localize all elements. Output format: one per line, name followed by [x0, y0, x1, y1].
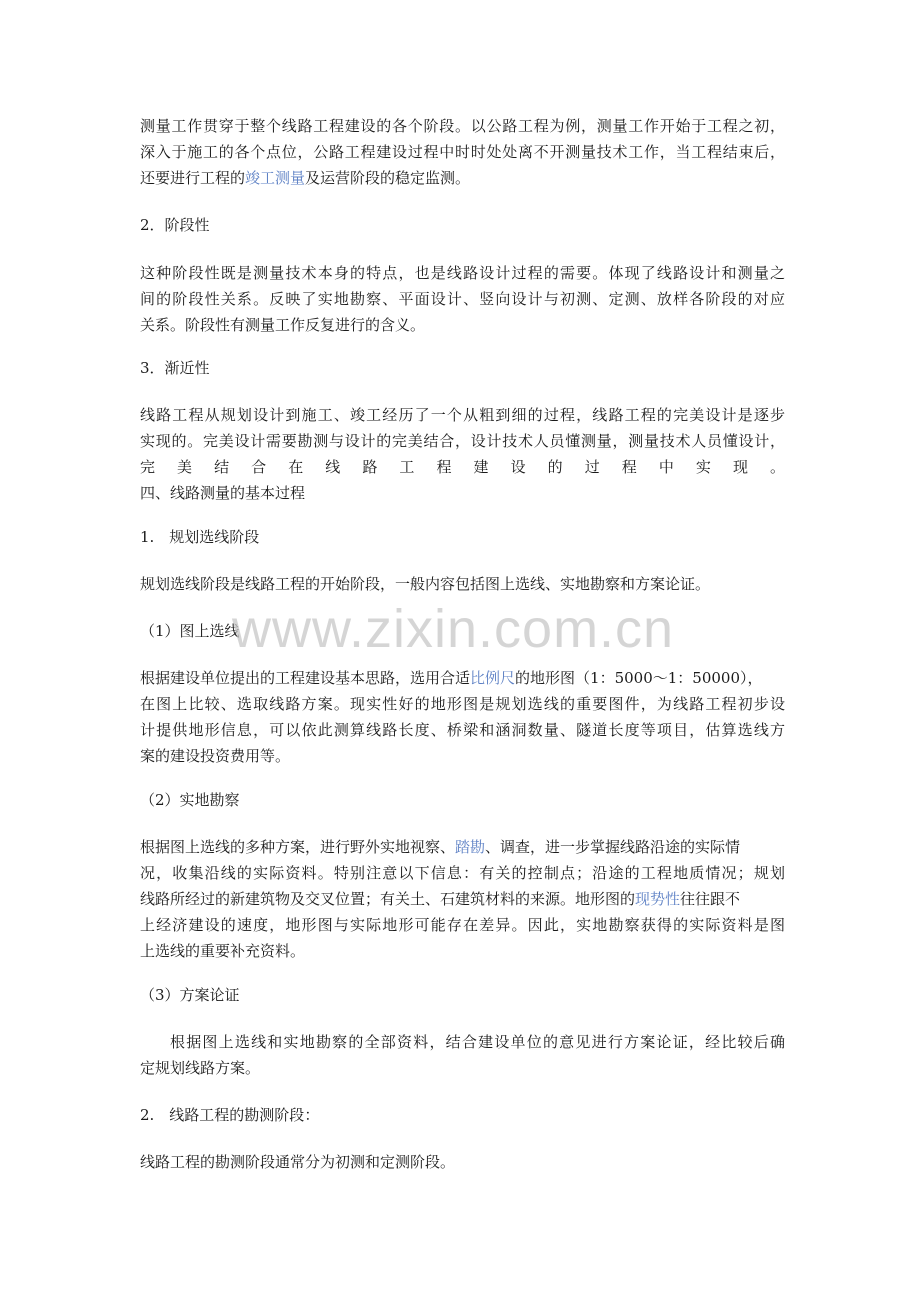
text-line: 测量工作贯穿于整个线路工程建设的各个阶段。以公路工程为例，测量工作开始于工程之初，	[140, 117, 785, 135]
text-line: 案的建设投资费用等。	[140, 747, 291, 765]
text-run: 根据图上选线的多种方案，进行野外实地视察、	[140, 838, 456, 856]
section-heading-basic-process: 四、线路测量的基本过程	[140, 484, 306, 502]
heading-stage-nature: 2．阶段性	[140, 216, 210, 234]
text-run: 及运营阶段的稳定监测。	[305, 169, 471, 187]
heading-survey-stage: 2. 线路工程的勘测阶段：	[140, 1106, 320, 1124]
subheading-map-route-selection: （1）图上选线	[140, 622, 240, 640]
text-line	[140, 165, 785, 191]
paragraph-field-reconnaissance	[140, 834, 785, 964]
text-line: 况，收集沿线的实际资料。特别注意以下信息：有关的控制点；沿途的工程地质情况；规划	[140, 864, 785, 882]
link-reconnaissance[interactable]: 踏勘	[455, 838, 486, 856]
text-run: 、调查，进一步掌握线路沿途的实际情	[485, 838, 741, 856]
link-completion-survey[interactable]: 竣工测量	[245, 169, 306, 187]
text-line	[140, 665, 785, 691]
subheading-field-reconnaissance: （2）实地勘察	[140, 791, 240, 809]
text-line	[140, 834, 785, 860]
text-line: 定规划线路方案。	[140, 1059, 261, 1077]
text-line: 根据图上选线和实地勘察的全部资料，结合建设单位的意见进行方案论证，经比较后确	[170, 1033, 785, 1051]
paragraph-progressive-nature	[140, 402, 785, 506]
text-line: 深入于施工的各个点位，公路工程建设过程中时时处处离不开测量技术工作，当工程结束后，	[140, 143, 785, 161]
text-line	[140, 886, 785, 912]
text-line: 上经济建设的速度，地形图与实际地形可能存在差异。因此，实地勘察获得的实际资料是图	[140, 916, 785, 934]
text-line: 关系。阶段性有测量工作反复进行的含义。	[140, 316, 426, 334]
text-run: 线路所经过的新建筑物及交叉位置；有关土、石建筑材料的来源。地形图的	[140, 890, 636, 908]
text-run: 往往跟不	[680, 890, 741, 908]
heading-progressive-nature: 3．渐近性	[140, 359, 210, 377]
text-line: 这种阶段性既是测量技术本身的特点，也是线路设计过程的需要。体现了线路设计和测量之	[140, 264, 785, 282]
text-run: 还要进行工程的	[140, 169, 246, 187]
paragraph-survey-stage: 线路工程的勘测阶段通常分为初测和定测阶段。	[140, 1153, 456, 1171]
text-line: 完 美 结 合 在 线 路 工 程 建 设 的 过 程 中 实 现 。	[140, 458, 785, 476]
subheading-scheme-demonstration: （3）方案论证	[140, 986, 240, 1004]
paragraph-scheme-demonstration	[140, 1029, 785, 1081]
paragraph-planning-stage: 规划选线阶段是线路工程的开始阶段，一般内容包括图上选线、实地勘察和方案论证。	[140, 575, 711, 593]
text-line: 实现的。完美设计需要勘测与设计的完美结合，设计技术人员懂测量，测量技术人员懂设计，	[140, 432, 785, 450]
text-run: 的地形图（1：5000～1：50000），	[515, 669, 763, 687]
watermark: www.zixin.com.cn	[232, 599, 675, 659]
text-line: 线路工程从规划设计到施工、竣工经历了一个从粗到细的过程，线路工程的完美设计是逐步	[140, 406, 785, 424]
text-line: 计提供地形信息，可以依此测算线路长度、桥梁和涵洞数量、隧道长度等项目，估算选线方	[140, 721, 785, 739]
link-currency[interactable]: 现势性	[635, 890, 681, 908]
paragraph-map-route-selection	[140, 665, 785, 769]
paragraph-stage-nature	[140, 260, 785, 338]
link-scale[interactable]: 比例尺	[470, 669, 516, 687]
heading-planning-route-selection: 1. 规划选线阶段	[140, 528, 260, 546]
paragraph-survey-through-stages	[140, 113, 785, 191]
text-line: 间的阶段性关系。反映了实地勘察、平面设计、竖向设计与初测、定测、放样各阶段的对应	[140, 290, 785, 308]
text-line: 上选线的重要补充资料。	[140, 942, 306, 960]
text-run: 根据建设单位提出的工程建设基本思路，选用合适	[140, 669, 471, 687]
text-line: 在图上比较、选取线路方案。现实性好的地形图是规划选线的重要图件，为线路工程初步设	[140, 695, 785, 713]
